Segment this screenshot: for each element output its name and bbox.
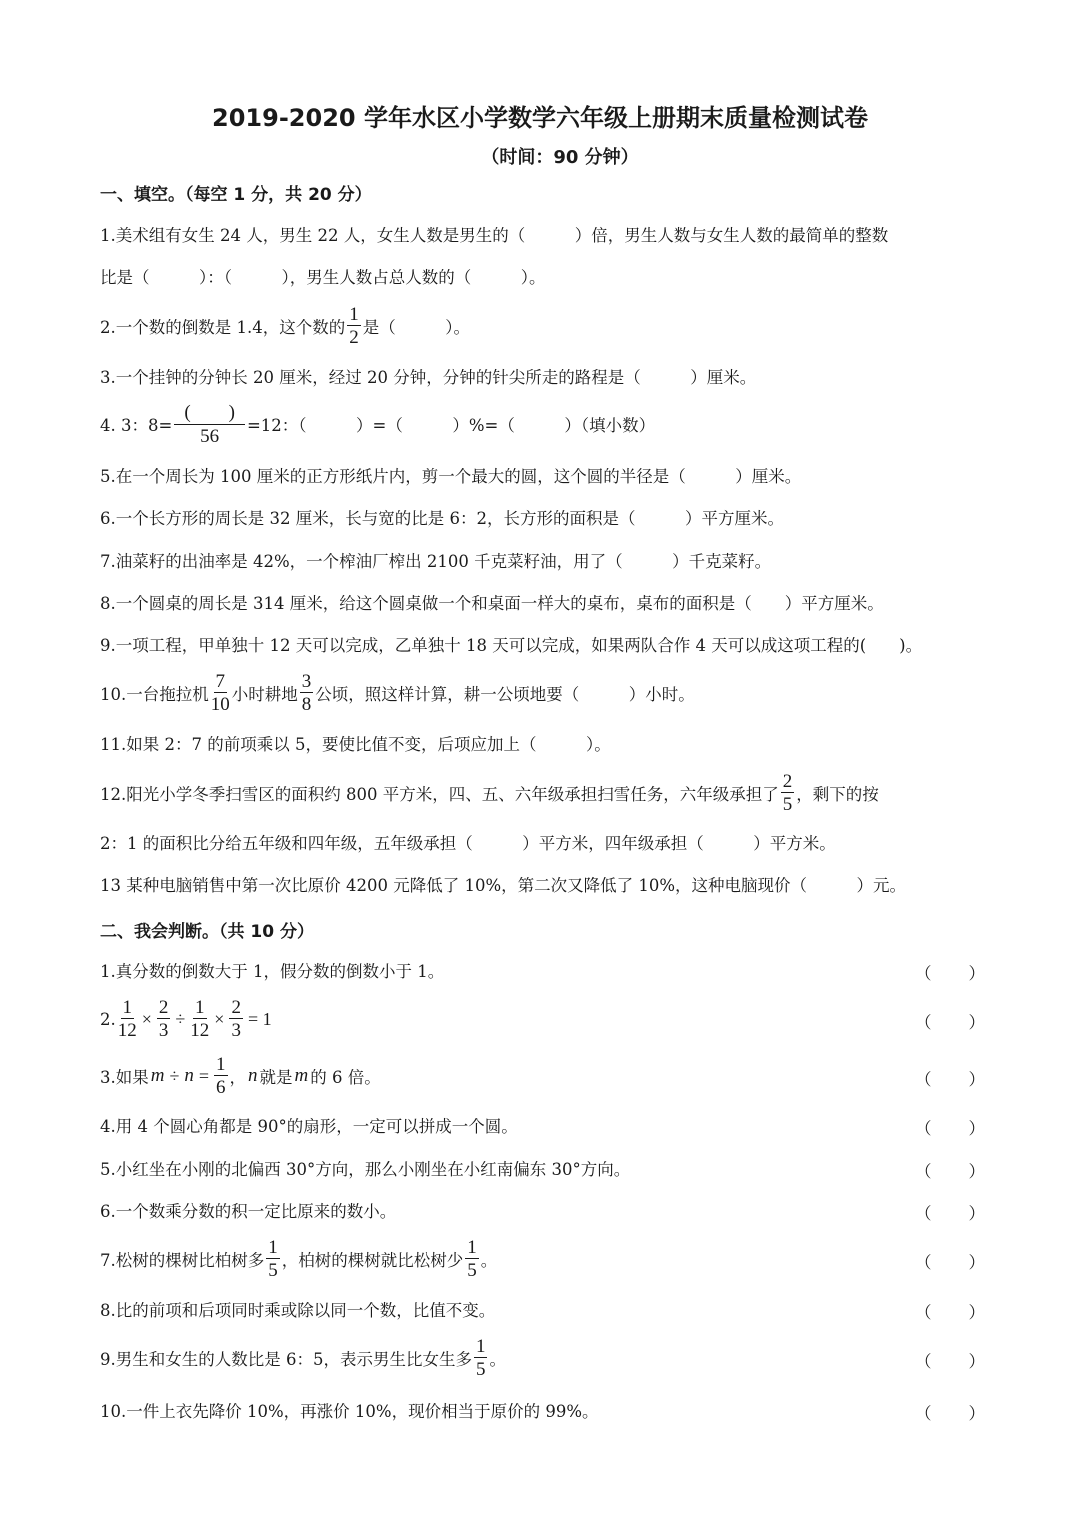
question-7: 7.油菜籽的出油率是 42%，一个榨油厂榨出 2100 千克菜籽油，用了（ ）千克菜籽。	[100, 552, 772, 571]
question-3: 3.一个挂钟的分钟长 20 厘米，经过 20 分钟，分钟的针尖所走的路程是（ ）厘米。	[100, 368, 757, 387]
answer-parentheses	[915, 960, 985, 984]
question-13: 13 某种电脑销售中第一次比原价 4200 元降低了 10%，第二次又降低了 10%，这种电脑现价（ ）元。	[100, 876, 907, 895]
fraction-denominator: 5	[782, 794, 793, 815]
judgment-7-text-pre: 7.松树的棵树比柏树多	[100, 1251, 265, 1270]
fraction	[347, 305, 361, 347]
paren-right: ）	[968, 1013, 985, 1032]
paren-right: ）	[968, 1303, 985, 1322]
variable-n: n	[248, 1065, 258, 1086]
question-12-text-pre: 12.阳光小学冬季扫雪区的面积约 800 平方米，四、五、六年级承担扫雪任务，六年级承担了	[100, 785, 779, 804]
judgment-2-number: 2.	[100, 1009, 116, 1029]
judgment-2	[100, 999, 275, 1039]
judgment-6: 6.一个数乘分数的积一定比原来的数小。	[100, 1202, 397, 1221]
fraction	[781, 772, 795, 814]
paren-left: （	[915, 1162, 932, 1181]
fraction	[300, 672, 314, 714]
question-1-line-1: 1.美术组有女生 24 人，男生 22 人，女生人数是男生的（ ）倍，男生人数与女生人数的最简单的整数	[100, 226, 889, 245]
question-4-text-pre: 4. 3：8=	[100, 416, 173, 435]
equals-one: = 1	[247, 1008, 272, 1029]
answer-parentheses	[915, 1200, 985, 1224]
judgment-3	[100, 1056, 381, 1096]
question-12-text-post: ，剩下的按	[796, 785, 879, 804]
fraction	[211, 672, 230, 714]
paren-left: （	[915, 1070, 932, 1089]
fraction	[174, 403, 245, 446]
judgment-3-text-post: 的 6 倍。	[310, 1068, 381, 1087]
fraction-denominator: 12	[190, 1020, 210, 1041]
judgment-7-text-mid: ，柏树的棵树就比松树少	[281, 1251, 464, 1270]
fraction-numerator: 1	[195, 997, 205, 1018]
exam-title: 2019-2020 学年水区小学数学六年级上册期末质量检测试卷	[212, 104, 868, 132]
question-5: 5.在一个周长为 100 厘米的正方形纸片内，剪一个最大的圆，这个圆的半径是（ ）厘米。	[100, 467, 802, 486]
fraction	[266, 1238, 280, 1280]
paren-left: （	[915, 1404, 932, 1423]
judgment-3-text-pre: 3.如果	[100, 1068, 149, 1087]
paren-left: （	[915, 1204, 932, 1223]
fraction	[465, 1238, 479, 1280]
paren-right: ）	[968, 1404, 985, 1423]
times-sign: ×	[141, 1008, 152, 1029]
answer-parentheses	[915, 1249, 985, 1273]
comma: ，	[229, 1068, 247, 1087]
paren-left: （	[915, 1119, 932, 1138]
judgment-5: 5.小红坐在小刚的北偏西 30°方向，那么小刚坐在小红南偏东 30°方向。	[100, 1160, 631, 1179]
fraction-numerator: 2	[231, 997, 241, 1018]
paren-right: ）	[968, 1352, 985, 1371]
question-12-line-1	[100, 773, 879, 813]
question-8: 8.一个圆桌的周长是 314 厘米，给这个圆桌做一个和桌面一样大的桌布，桌布的面积是（ ）平方厘米。	[100, 594, 884, 613]
judgment-7-text-post: 。	[480, 1251, 498, 1270]
fraction-denominator: 10	[210, 694, 230, 715]
fraction-numerator: 2	[782, 771, 793, 792]
times-sign: ×	[214, 1008, 225, 1029]
fraction	[474, 1337, 488, 1379]
answer-parentheses	[915, 1400, 985, 1424]
paren-right: ）	[968, 1119, 985, 1138]
divide-sign: ÷	[175, 1008, 186, 1029]
fraction-numerator: 1	[216, 1054, 226, 1075]
judgment-3-text-mid: 就是	[259, 1068, 293, 1087]
fraction-denominator: 12	[117, 1020, 137, 1041]
answer-parentheses	[915, 1115, 985, 1139]
paren-right: ）	[968, 1162, 985, 1181]
equals-sign: =	[198, 1065, 210, 1086]
paren-left: （	[915, 1013, 932, 1032]
fraction-denominator: 5	[467, 1260, 477, 1281]
fraction-denominator: 3	[231, 1020, 241, 1041]
question-10-text-pre: 10.一台拖拉机	[100, 685, 209, 704]
question-9: 9.一项工程，甲单独十 12 天可以完成，乙单独十 18 天可以完成，如果两队合作 4 天可以成这项工程的( )。	[100, 636, 923, 655]
question-1-line-2: 比是（ ）：（ ），男生人数占总人数的（ ）。	[100, 268, 546, 287]
paren-right: ）	[968, 1070, 985, 1089]
question-4	[100, 401, 656, 447]
judgment-9-text-post: 。	[489, 1350, 506, 1369]
fraction	[229, 998, 243, 1040]
fraction-denominator: 5	[268, 1260, 278, 1281]
fraction-numerator: 1	[122, 997, 132, 1018]
section-heading-fill-in: 一、填空。（每空 1 分，共 20 分）	[100, 185, 372, 205]
question-11: 11.如果 2：7 的前项乘以 5，要使比值不变，后项应加上（ ）。	[100, 735, 611, 754]
answer-parentheses	[915, 1066, 985, 1090]
paren-right: ）	[968, 964, 985, 983]
question-6: 6.一个长方形的周长是 32 厘米，长与宽的比是 6：2，长方形的面积是（ ）平方厘米。	[100, 509, 784, 528]
question-4-text-post: =12：（ ）=（ ）%=（ ）（填小数）	[246, 416, 656, 435]
question-10-text-mid: 小时耕地	[231, 685, 298, 704]
fraction-numerator: 1	[268, 1237, 278, 1258]
section-heading-true-false: 二、我会判断。（共 10 分）	[100, 922, 314, 942]
paren-left: （	[915, 1303, 932, 1322]
fraction-numerator: 1	[467, 1237, 477, 1258]
fraction	[157, 998, 171, 1040]
fraction-numerator: 3	[301, 671, 312, 692]
judgment-9-text-pre: 9.男生和女生的人数比是 6：5，表示男生比女生多	[100, 1350, 472, 1369]
fraction	[118, 998, 137, 1040]
question-10-text-post: 公顷，照这样计算，耕一公顷地要（ ）小时。	[315, 685, 695, 704]
judgment-4: 4.用 4 个圆心角都是 90°的扇形，一定可以拼成一个圆。	[100, 1117, 518, 1136]
question-2	[100, 306, 470, 346]
question-12-line-2: 2：1 的面积比分给五年级和四年级，五年级承担（ ）平方米，四年级承担（ ）平方米。	[100, 834, 836, 853]
judgment-1: 1.真分数的倒数大于 1，假分数的倒数小于 1。	[100, 962, 445, 981]
variable-n: n	[184, 1065, 194, 1086]
fraction	[214, 1055, 228, 1097]
fraction-numerator: 2	[158, 997, 169, 1018]
judgment-7	[100, 1239, 497, 1279]
question-10	[100, 673, 695, 713]
fraction	[190, 998, 209, 1040]
judgment-9	[100, 1338, 506, 1378]
fraction-denominator: 8	[301, 694, 312, 715]
variable-m: m	[294, 1065, 309, 1086]
answer-parentheses	[915, 1348, 985, 1372]
fraction-numerator: 1	[349, 304, 359, 325]
fraction-denominator: 2	[349, 327, 359, 348]
judgment-10: 10.一件上衣先降价 10%，再涨价 10%，现价相当于原价的 99%。	[100, 1402, 599, 1421]
fraction-denominator: 3	[158, 1020, 169, 1041]
variable-m: m	[150, 1065, 165, 1086]
paren-left: （	[915, 1253, 932, 1272]
divide-sign: ÷	[169, 1065, 180, 1086]
fraction-denominator: 56	[200, 425, 220, 447]
judgment-8: 8.比的前项和后项同时乘或除以同一个数，比值不变。	[100, 1301, 496, 1320]
fraction-denominator: 6	[216, 1077, 226, 1098]
answer-parentheses	[915, 1009, 985, 1033]
answer-parentheses	[915, 1158, 985, 1182]
paren-left: （	[915, 964, 932, 983]
answer-parentheses	[915, 1299, 985, 1323]
fraction-numerator: 1	[475, 1336, 486, 1357]
exam-time-note: （时间：90 分钟）	[481, 147, 639, 168]
paren-right: ）	[968, 1204, 985, 1223]
question-2-text-post: 是（ ）。	[362, 318, 470, 337]
paren-right: ）	[968, 1253, 985, 1272]
fraction-numerator: ( )	[174, 403, 245, 425]
fraction-denominator: 5	[475, 1359, 486, 1380]
fraction-numerator: 7	[215, 671, 225, 692]
question-2-text-pre: 2.一个数的倒数是 1.4，这个数的	[100, 318, 346, 337]
paren-left: （	[915, 1352, 932, 1371]
